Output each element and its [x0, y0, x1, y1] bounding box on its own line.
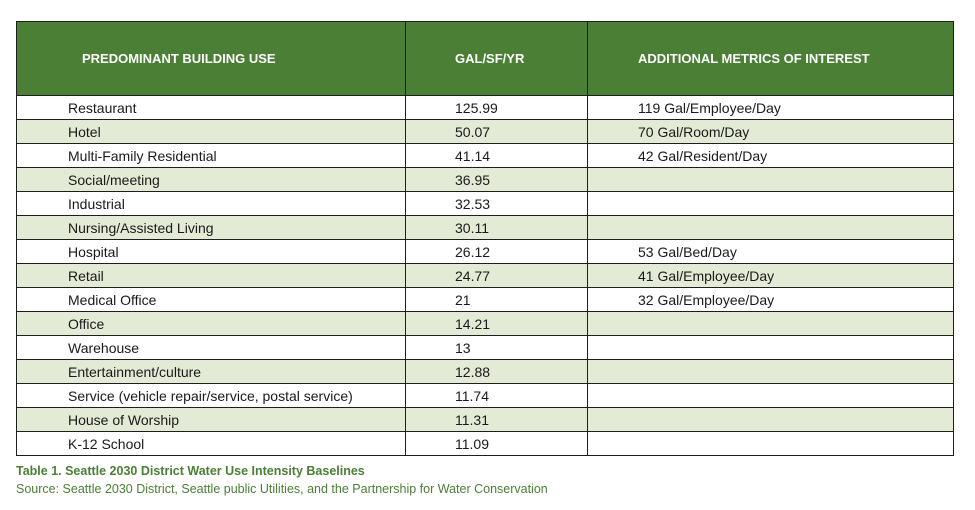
cell-building-use: House of Worship: [17, 408, 406, 432]
table-row: [17, 312, 954, 336]
cell-additional-metric: 41 Gal/Employee/Day: [588, 264, 954, 288]
cell-gal-sf-yr: 50.07: [406, 120, 588, 144]
cell-gal-sf-yr: 26.12: [406, 240, 588, 264]
table-row: [17, 240, 954, 264]
table-row: [17, 96, 954, 120]
table-header-row: [17, 22, 954, 96]
cell-building-use: Industrial: [17, 192, 406, 216]
cell-gal-sf-yr: 13: [406, 336, 588, 360]
cell-gal-sf-yr: 32.53: [406, 192, 588, 216]
table-row: [17, 384, 954, 408]
table-body: [17, 96, 954, 456]
cell-gal-sf-yr: 41.14: [406, 144, 588, 168]
cell-gal-sf-yr: 24.77: [406, 264, 588, 288]
table-row: [17, 336, 954, 360]
cell-building-use: Multi-Family Residential: [17, 144, 406, 168]
cell-gal-sf-yr: 12.88: [406, 360, 588, 384]
cell-building-use: Office: [17, 312, 406, 336]
table-row: [17, 432, 954, 456]
cell-building-use: Hotel: [17, 120, 406, 144]
cell-building-use: Hospital: [17, 240, 406, 264]
cell-additional-metric: 42 Gal/Resident/Day: [588, 144, 954, 168]
cell-building-use: K-12 School: [17, 432, 406, 456]
table-row: [17, 288, 954, 312]
cell-additional-metric: 70 Gal/Room/Day: [588, 120, 954, 144]
cell-gal-sf-yr: 11.31: [406, 408, 588, 432]
column-header-building-use: PREDOMINANT BUILDING USE: [17, 22, 406, 96]
cell-building-use: Warehouse: [17, 336, 406, 360]
cell-gal-sf-yr: 11.74: [406, 384, 588, 408]
cell-additional-metric: [588, 384, 954, 408]
cell-building-use: Medical Office: [17, 288, 406, 312]
cell-additional-metric: [588, 192, 954, 216]
cell-gal-sf-yr: 11.09: [406, 432, 588, 456]
table-row: [17, 144, 954, 168]
cell-additional-metric: [588, 408, 954, 432]
cell-building-use: Retail: [17, 264, 406, 288]
table-row: [17, 192, 954, 216]
water-use-table-container: [16, 21, 953, 456]
table-row: [17, 168, 954, 192]
cell-additional-metric: [588, 432, 954, 456]
cell-building-use: Service (vehicle repair/service, postal service): [17, 384, 406, 408]
cell-building-use: Social/meeting: [17, 168, 406, 192]
water-use-table: [16, 21, 954, 456]
cell-gal-sf-yr: 125.99: [406, 96, 588, 120]
table-row: [17, 264, 954, 288]
cell-additional-metric: 119 Gal/Employee/Day: [588, 96, 954, 120]
cell-additional-metric: [588, 312, 954, 336]
cell-additional-metric: [588, 168, 954, 192]
table-caption: [16, 462, 548, 498]
cell-additional-metric: [588, 360, 954, 384]
cell-gal-sf-yr: 30.11: [406, 216, 588, 240]
cell-gal-sf-yr: 14.21: [406, 312, 588, 336]
table-row: [17, 120, 954, 144]
column-header-gal-sf-yr: GAL/SF/YR: [406, 22, 588, 96]
cell-building-use: Restaurant: [17, 96, 406, 120]
cell-building-use: Entertainment/culture: [17, 360, 406, 384]
cell-building-use: Nursing/Assisted Living: [17, 216, 406, 240]
table-row: [17, 216, 954, 240]
table-row: [17, 408, 954, 432]
column-header-additional-metrics: ADDITIONAL METRICS OF INTEREST: [588, 22, 954, 96]
caption-source: Source: Seattle 2030 District, Seattle public Utilities, and the Partnership for Water Conservation: [16, 482, 548, 496]
cell-additional-metric: [588, 336, 954, 360]
cell-gal-sf-yr: 36.95: [406, 168, 588, 192]
cell-additional-metric: [588, 216, 954, 240]
caption-title: Table 1. Seattle 2030 District Water Use Intensity Baselines: [16, 464, 365, 478]
cell-gal-sf-yr: 21: [406, 288, 588, 312]
cell-additional-metric: 32 Gal/Employee/Day: [588, 288, 954, 312]
cell-additional-metric: 53 Gal/Bed/Day: [588, 240, 954, 264]
table-row: [17, 360, 954, 384]
